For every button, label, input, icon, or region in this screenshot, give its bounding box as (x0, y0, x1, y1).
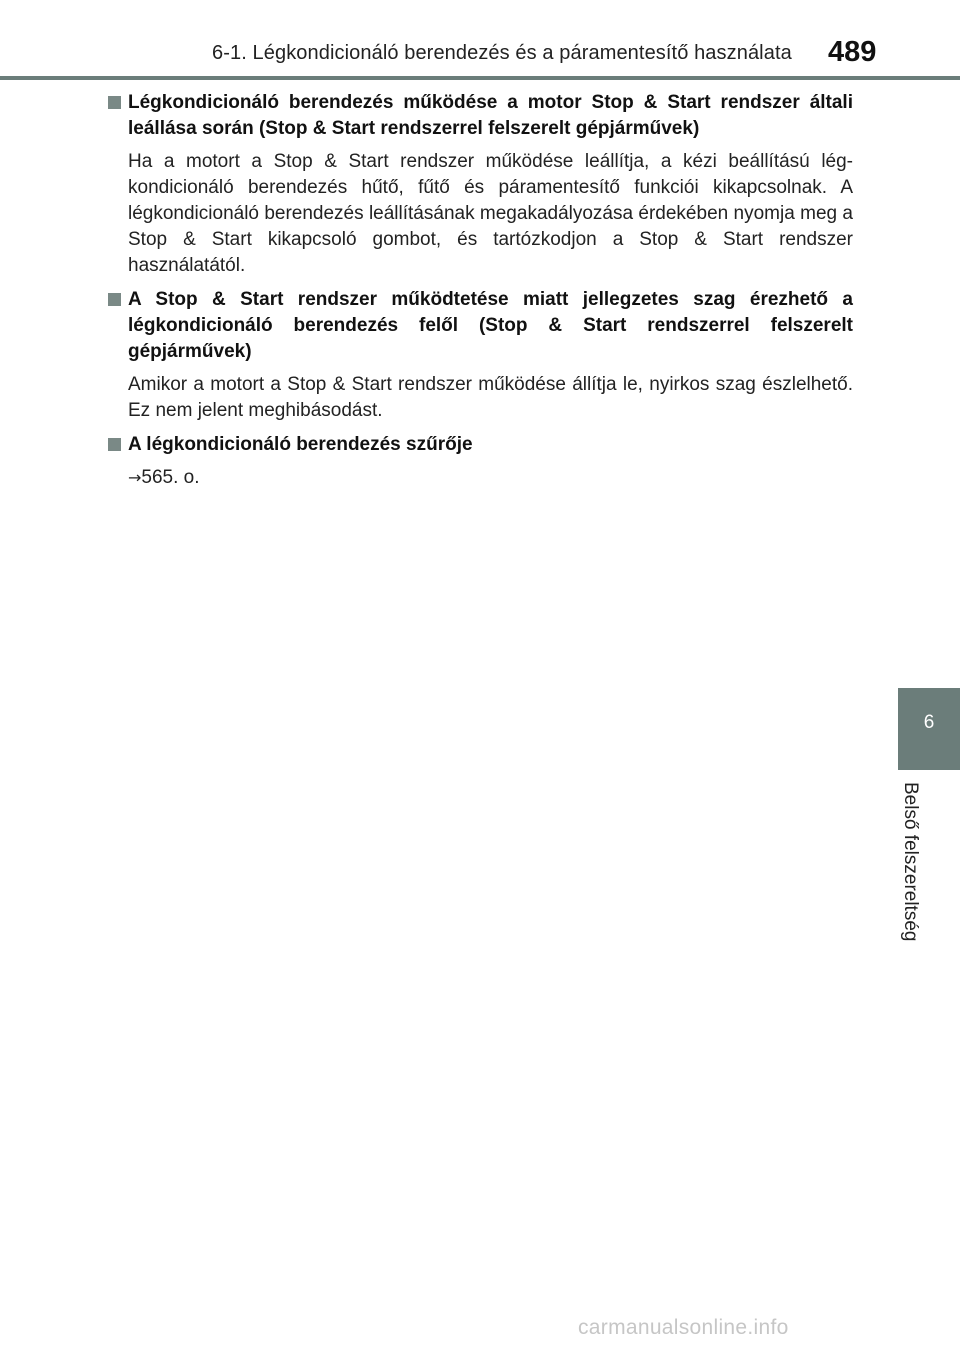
chapter-side-label-wrap (899, 782, 939, 972)
chapter-tab-number: 6 (923, 712, 935, 733)
section-body: Ha a motort a Stop & Start rendszer működése leállítja, a kézi beállítású lég-kondicionáló berendezés hűtő, fűtő és páramentesítő funkciói kikapcsolnak. A légkondicionáló berendezés leállításának megakadályozása érdekében nyomja meg a Stop & Start kikapcsoló gombot, és tartózkodjon a Stop & Start rendszer használatától. (128, 151, 853, 276)
section-heading (108, 432, 853, 458)
header-divider (0, 76, 960, 80)
chapter-tab[interactable] (898, 688, 960, 770)
main-content (108, 90, 853, 499)
section-heading-text: Légkondicionáló berendezés működése a motor Stop & Start rendszer általi leállása során (Stop & Start rendszerrel felszerelt gépjárművek) (128, 92, 853, 139)
chapter-side-label: Belső felszereltség (900, 782, 921, 942)
section-heading (108, 287, 853, 365)
page-number: 489 (828, 36, 877, 68)
square-bullet-icon (108, 438, 121, 451)
arrow-right-icon: → (128, 468, 142, 487)
square-bullet-icon (108, 96, 121, 109)
section-heading-text: A Stop & Start rendszer működtetése miatt jellegzetes szag érezhető a légkondicionáló berendezés felől (Stop & Start rendszerrel felszerelt gépjárművek) (128, 289, 853, 362)
chapter-title: 6-1. Légkondicionáló berendezés és a páramentesítő használata (212, 42, 792, 64)
page-reference-text: 565. o. (141, 467, 200, 488)
section-heading (108, 90, 853, 142)
section-body: Amikor a motort a Stop & Start rendszer működése állítja le, nyirkos szag észlelhető. Ez nem jelent meghibásodást. (128, 374, 853, 421)
section-heading-text: A légkondicionáló berendezés szűrője (128, 434, 473, 455)
page-header (0, 0, 960, 80)
section-filter (108, 432, 853, 491)
watermark: carmanualsonline.info (578, 1316, 789, 1339)
square-bullet-icon (108, 293, 121, 306)
section-ac-stop-start (108, 90, 853, 279)
page-reference[interactable] (108, 465, 853, 491)
section-odor (108, 287, 853, 424)
